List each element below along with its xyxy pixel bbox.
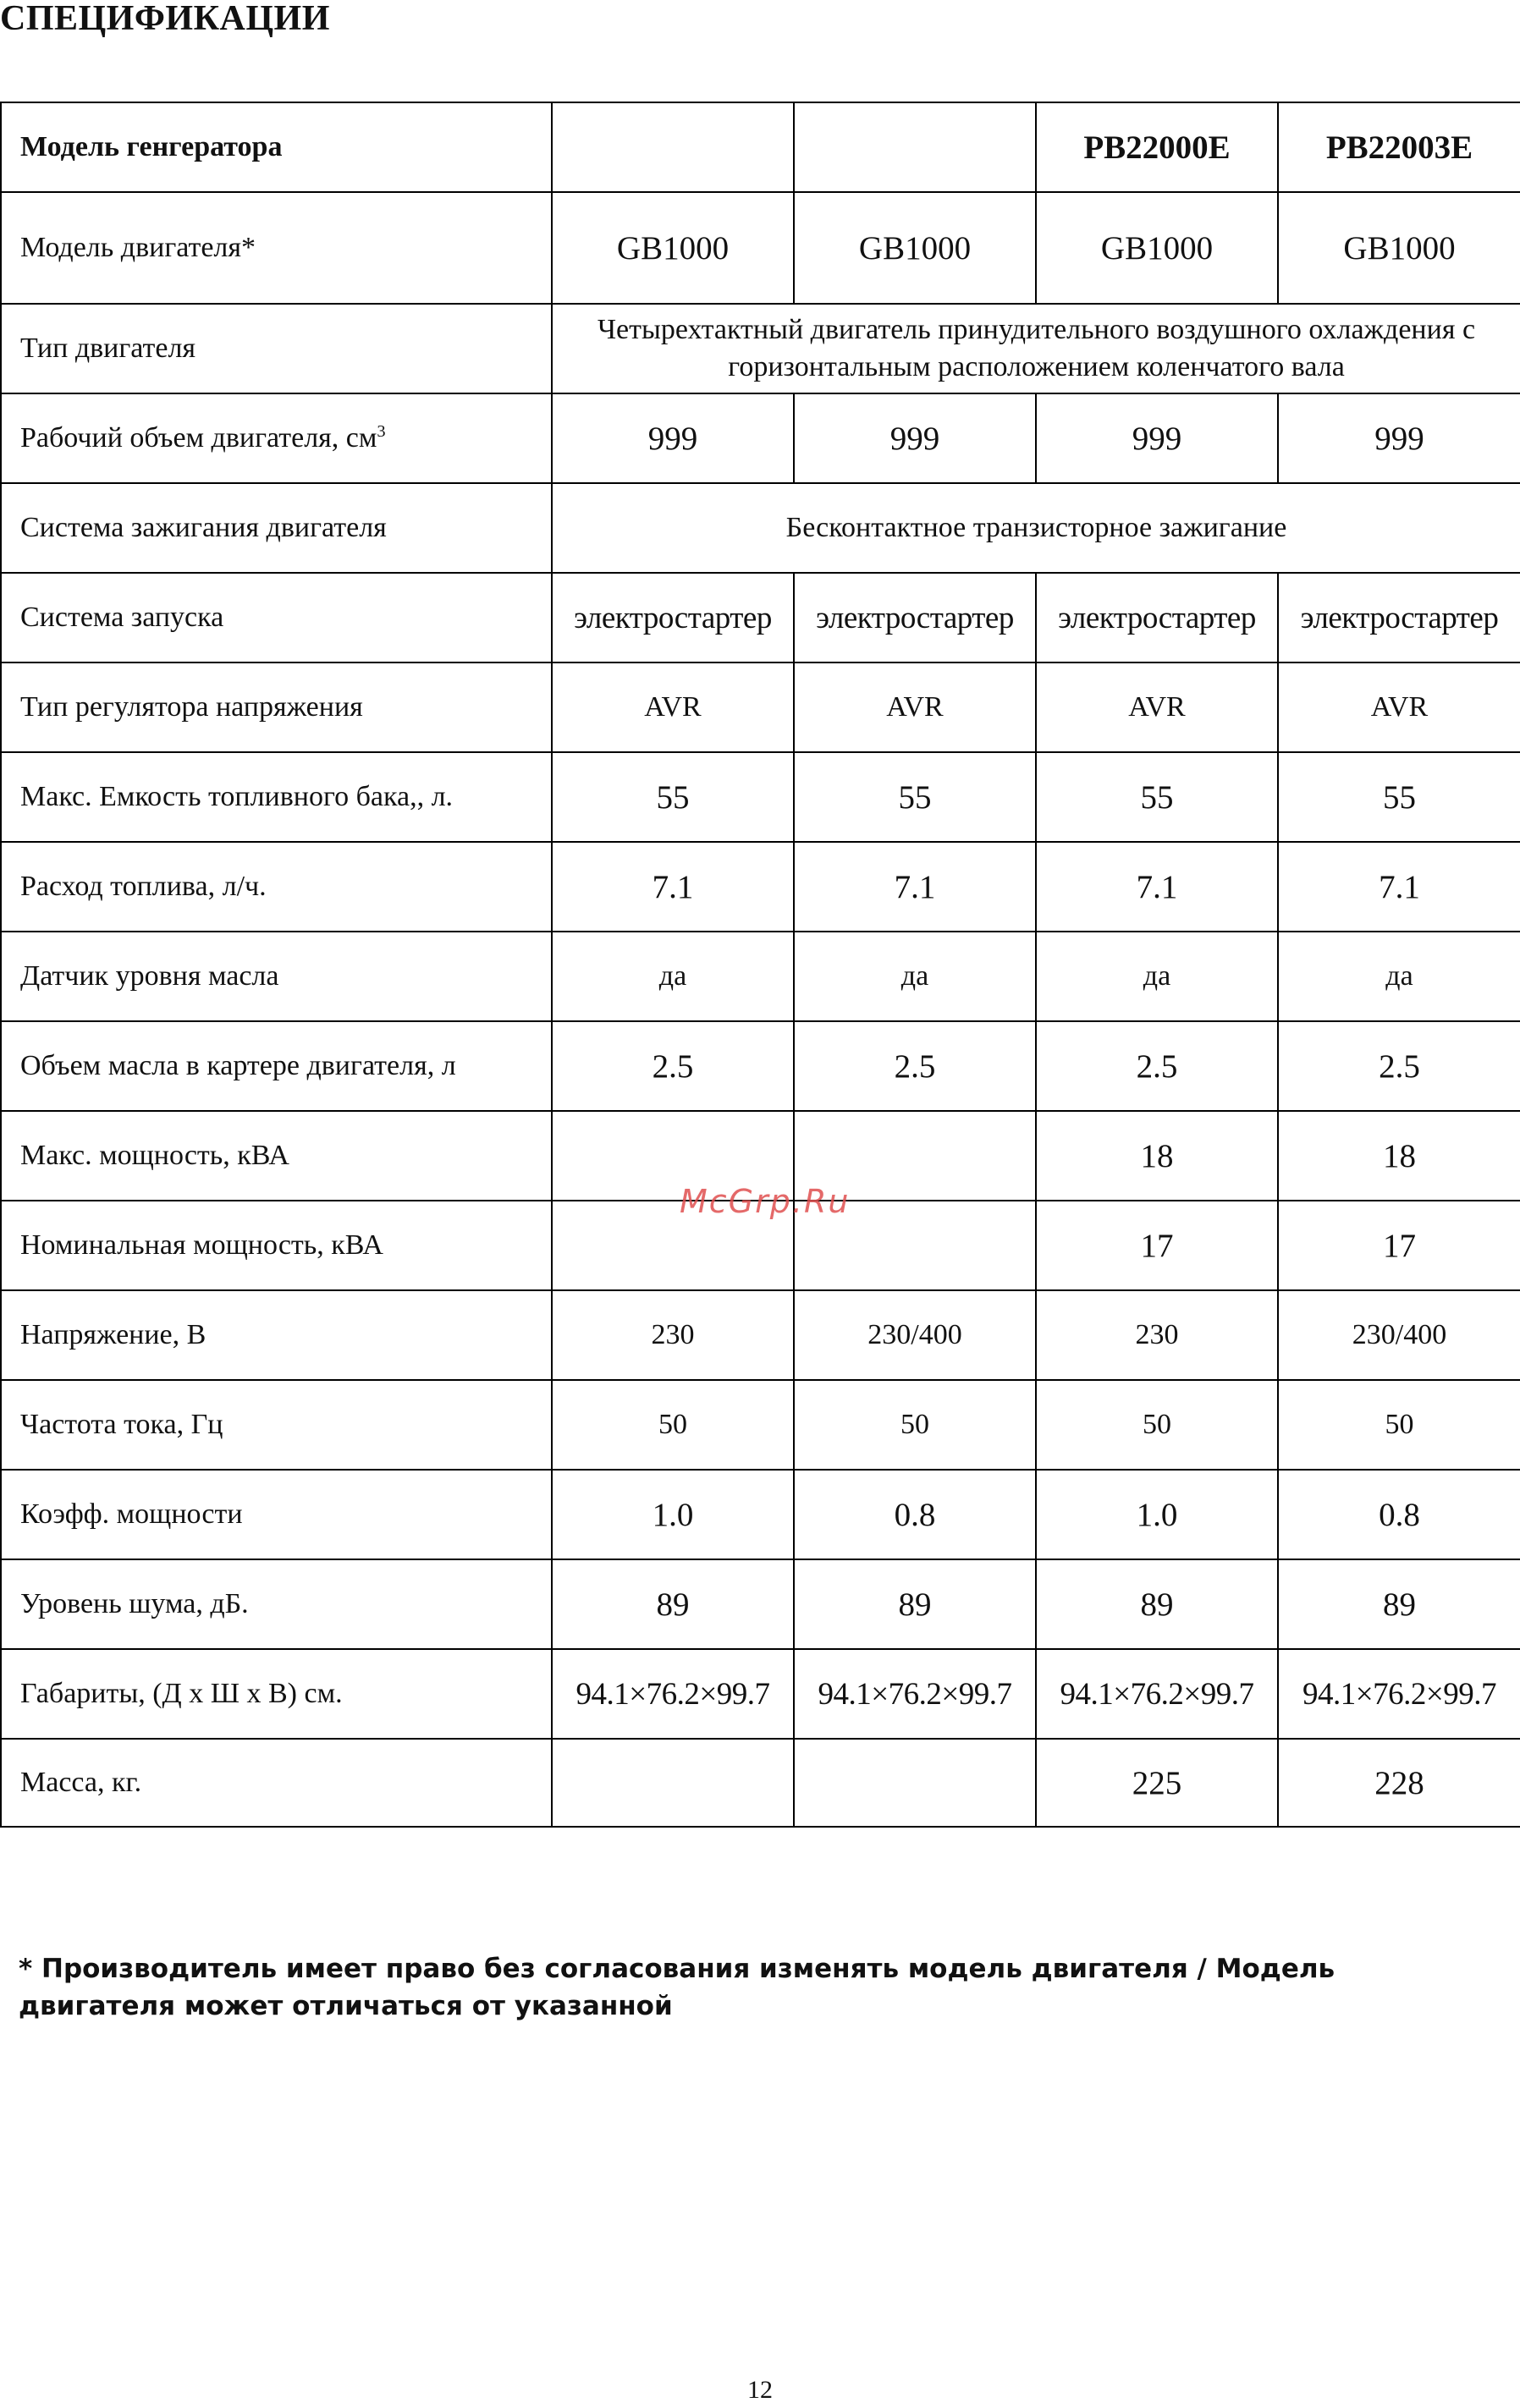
cell-value: 230 (1036, 1290, 1278, 1380)
table-row (1, 304, 1520, 393)
cell-value: 7.1 (794, 842, 1036, 932)
header-label: Модель генгератора (1, 102, 552, 192)
header-model: PB22003E (1278, 102, 1520, 192)
cell-value: 55 (1036, 752, 1278, 842)
table-row (1, 1380, 1520, 1470)
cell-value: электростартер (1278, 573, 1520, 662)
cell-value: 999 (1278, 393, 1520, 483)
cell-value: 17 (1036, 1201, 1278, 1290)
row-label: Тип двигателя (1, 304, 552, 393)
cell-value: 89 (552, 1559, 794, 1649)
row-label: Масса, кг. (1, 1739, 552, 1827)
row-label: Модель двигателя* (1, 192, 552, 304)
cell-value: AVR (552, 662, 794, 752)
cell-value: 1.0 (1036, 1470, 1278, 1559)
cell-value: 2.5 (794, 1021, 1036, 1111)
cell-value: 230/400 (794, 1290, 1036, 1380)
row-label: Габариты, (Д х Ш х В) см. (1, 1649, 552, 1739)
cell-value: 0.8 (1278, 1470, 1520, 1559)
page-title: СПЕЦИФИКАЦИИ (0, 0, 330, 38)
cell-value: GB1000 (552, 192, 794, 304)
cell-value: 50 (1278, 1380, 1520, 1470)
cell-value (794, 1739, 1036, 1827)
row-label: Датчик уровня масла (1, 932, 552, 1021)
watermark: McGrp.Ru (680, 1183, 851, 1220)
cell-value: 89 (1278, 1559, 1520, 1649)
table-row (1, 1470, 1520, 1559)
cell-value: 999 (552, 393, 794, 483)
row-label: Частота тока, Гц (1, 1380, 552, 1470)
table-row (1, 1021, 1520, 1111)
row-label-text: Рабочий объем двигателя, см (20, 422, 377, 454)
cell-value: 55 (794, 752, 1036, 842)
cell-value: 50 (1036, 1380, 1278, 1470)
superscript: 3 (377, 421, 386, 441)
table-row (1, 932, 1520, 1021)
cell-value: 94.1×76.2×99.7 (552, 1649, 794, 1739)
cell-value: GB1000 (1278, 192, 1520, 304)
cell-value: GB1000 (1036, 192, 1278, 304)
cell-value: 55 (1278, 752, 1520, 842)
cell-value: 225 (1036, 1739, 1278, 1827)
cell-value: 1.0 (552, 1470, 794, 1559)
cell-value: AVR (794, 662, 1036, 752)
page-number: 12 (747, 2376, 773, 2404)
table-row (1, 1559, 1520, 1649)
table-row (1, 662, 1520, 752)
row-label: Макс. мощность, кВА (1, 1111, 552, 1201)
row-label: Номинальная мощность, кВА (1, 1201, 552, 1290)
cell-value: 0.8 (794, 1470, 1036, 1559)
cell-value: 18 (1278, 1111, 1520, 1201)
cell-value: 2.5 (1278, 1021, 1520, 1111)
cell-value: 7.1 (1278, 842, 1520, 932)
table-row (1, 1290, 1520, 1380)
row-label: Напряжение, В (1, 1290, 552, 1380)
merged-cell: Бесконтактное транзисторное зажигание (552, 483, 1520, 573)
cell-value (552, 1739, 794, 1827)
row-label: Расход топлива, л/ч. (1, 842, 552, 932)
cell-value: 94.1×76.2×99.7 (1278, 1649, 1520, 1739)
cell-value: 89 (794, 1559, 1036, 1649)
cell-value: GB1000 (794, 192, 1036, 304)
cell-value: 94.1×76.2×99.7 (794, 1649, 1036, 1739)
cell-value: 7.1 (1036, 842, 1278, 932)
table-row (1, 842, 1520, 932)
header-model (794, 102, 1036, 192)
cell-value: электростартер (794, 573, 1036, 662)
cell-value: 228 (1278, 1739, 1520, 1827)
cell-value: 999 (1036, 393, 1278, 483)
cell-value: да (552, 932, 794, 1021)
header-model (552, 102, 794, 192)
cell-value: 89 (1036, 1559, 1278, 1649)
cell-value: электростартер (552, 573, 794, 662)
cell-value: 18 (1036, 1111, 1278, 1201)
table-row (1, 483, 1520, 573)
header-model: PB22000E (1036, 102, 1278, 192)
footnote: * Производитель имеет право без согласования изменять модель двигателя / Модель двигателя может отличаться от указанной (19, 1954, 1336, 2021)
row-label (1, 393, 552, 483)
cell-value: 55 (552, 752, 794, 842)
cell-value: 2.5 (1036, 1021, 1278, 1111)
cell-value: да (794, 932, 1036, 1021)
row-label: Уровень шума, дБ. (1, 1559, 552, 1649)
spec-table (0, 102, 1520, 1828)
cell-value: 50 (794, 1380, 1036, 1470)
table-header-row (1, 102, 1520, 192)
cell-value: 7.1 (552, 842, 794, 932)
table-row (1, 1739, 1520, 1827)
table-row (1, 752, 1520, 842)
cell-value: электростартер (1036, 573, 1278, 662)
cell-value: AVR (1278, 662, 1520, 752)
table-row (1, 393, 1520, 483)
row-label: Тип регулятора напряжения (1, 662, 552, 752)
cell-value: 17 (1278, 1201, 1520, 1290)
row-label: Система запуска (1, 573, 552, 662)
cell-value: 999 (794, 393, 1036, 483)
table-row (1, 192, 1520, 304)
cell-value: 94.1×76.2×99.7 (1036, 1649, 1278, 1739)
cell-value: 2.5 (552, 1021, 794, 1111)
cell-value: 230 (552, 1290, 794, 1380)
cell-value: 50 (552, 1380, 794, 1470)
row-label: Система зажигания двигателя (1, 483, 552, 573)
cell-value: да (1278, 932, 1520, 1021)
row-label: Объем масла в картере двигателя, л (1, 1021, 552, 1111)
row-label: Макс. Емкость топливного бака,, л. (1, 752, 552, 842)
merged-cell: Четырехтактный двигатель принудительного воздушного охлаждения с горизонтальным расположением коленчатого вала (552, 304, 1520, 393)
cell-value: 230/400 (1278, 1290, 1520, 1380)
row-label: Коэфф. мощности (1, 1470, 552, 1559)
cell-value: AVR (1036, 662, 1278, 752)
table-row (1, 1649, 1520, 1739)
cell-value: да (1036, 932, 1278, 1021)
table-row (1, 573, 1520, 662)
